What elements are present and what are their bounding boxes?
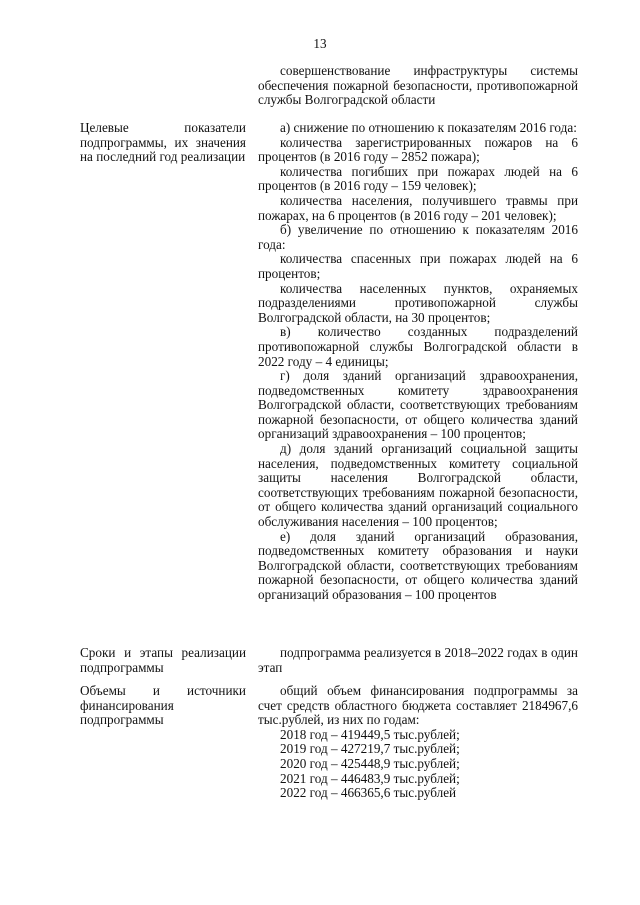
target-paragraph: количества зарегистрированных пожаров на 6 процентов (в 2016 году – 2852 пожара); xyxy=(258,134,578,165)
target-paragraph: а) снижение по отношению к показателям 2016 года: xyxy=(280,120,577,135)
target-paragraph: г) доля зданий организаций здравоохранения, подведомственных комитету здравоохранения Волгоградской области, соответствующих требованиям пожарной безопасности, от общего количества зданий организаций здравоохранения – 100 процентов; xyxy=(258,368,578,442)
target-paragraph: в) количество созданных подразделений противопожарной службы Волгоградской области в 2022 году – 4 единицы; xyxy=(258,324,578,369)
financing-year-line: 2019 год – 427219,7 тыс.рублей; xyxy=(280,741,460,757)
financing-label: Объемы и источники финансирования подпрограммы xyxy=(80,683,246,728)
financing-year-line: 2018 год – 419449,5 тыс.рублей; xyxy=(280,726,460,742)
target-paragraph: количества спасенных при пожарах людей на 6 процентов; xyxy=(258,251,578,281)
target-paragraph: количества населения, получившего травмы при пожарах, на 6 процентов (в 2016 году – 201 человек); xyxy=(258,192,578,223)
target-paragraph: б) увеличение по отношению к показателям 2016 года: xyxy=(258,222,578,252)
financing-year-line: 2022 год – 466365,6 тыс.рублей xyxy=(280,785,457,801)
page-number: 13 xyxy=(313,36,327,51)
target-paragraph: количества погибших при пожарах людей на 6 процентов (в 2016 году – 159 человек); xyxy=(258,163,578,194)
targets-content xyxy=(258,121,578,603)
intro-continuation xyxy=(258,64,578,108)
terms-content xyxy=(258,646,578,675)
terms-label: Сроки и этапы реализации подпрограммы xyxy=(80,645,246,675)
terms-text: подпрограмма реализуется в 2018–2022 годах в один этап xyxy=(258,645,578,675)
financing-year-line: 2021 год – 446483,9 тыс.рублей; xyxy=(280,770,460,786)
target-paragraph: д) доля зданий организаций социальной защиты населения, подведомственных комитету социальной защиты населения Волгоградской области, соответствующих требованиям пожарной безопасности, от общего количества зданий организаций социального обслуживания населения – 100 процентов; xyxy=(258,441,578,530)
intro-text: совершенствование инфраструктуры системы обеспечения пожарной безопасности, противопожарной службы Волгоградской области xyxy=(258,63,578,108)
target-paragraph: е) доля зданий организаций образования, подведомственных комитету образования и науки Волгоградской области, соответствующих требованиям пожарной безопасности, от общего количества зданий организаций образования – 100 процентов xyxy=(258,528,578,602)
targets-label: Целевые показатели подпрограммы, их значения на последний год реализации xyxy=(80,120,246,165)
financing-content xyxy=(258,684,578,801)
financing-year-line: 2020 год – 425448,9 тыс.рублей; xyxy=(280,755,460,771)
financing-intro: общий объем финансирования подпрограммы за счет средств областного бюджета составляет 2184967,6 тыс.рублей, из них по годам: xyxy=(258,683,578,728)
target-paragraph: количества населенных пунктов, охраняемых подразделениями противопожарной службы Волгоградской области, на 30 процентов; xyxy=(258,280,578,325)
